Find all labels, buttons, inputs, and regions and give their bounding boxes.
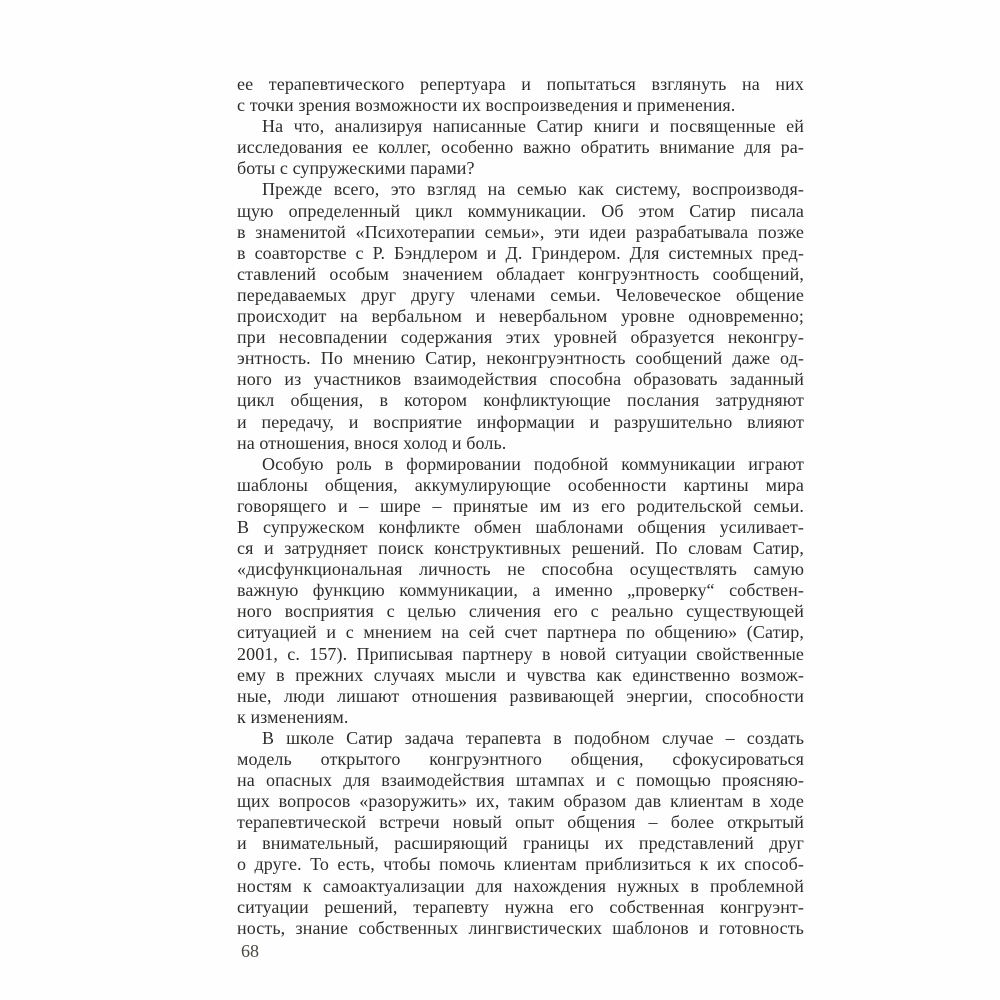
text-line: к изменениям. bbox=[237, 706, 349, 727]
text-line: в соавторстве с Р. Бэндлером и Д. Гриндером. Для системных пред- bbox=[237, 242, 804, 263]
text-line: «дисфункциональная личность не способна осуществлять самую bbox=[237, 559, 804, 580]
text-line: ного из участников взаимодействия способна образовать заданный bbox=[237, 369, 804, 390]
text-line: боты с супружескими парами? bbox=[237, 158, 475, 179]
text-line: модель открытого конгруэнтного общения, сфокусироваться bbox=[237, 749, 804, 769]
text-line: важную функцию коммуникации, а именно „проверку“ собствен- bbox=[237, 580, 804, 601]
text-line: ставлений особым значением обладает конгруэнтность сообщений, bbox=[237, 263, 804, 284]
paragraph bbox=[237, 179, 804, 453]
text-line: о друге. То есть, чтобы помочь клиентам приблизиться к их способ- bbox=[237, 854, 804, 875]
text-line: цикл общения, в котором конфликтующие послания затрудняют bbox=[237, 390, 804, 411]
text-line: терапевтической встречи новый опыт общения – более открытый bbox=[237, 812, 804, 833]
text-line: щую определенный цикл коммуникации. Об этом Сатир писала bbox=[237, 200, 804, 221]
text-line: В школе Сатир задача терапевта в подобном случае – создать bbox=[262, 727, 804, 748]
text-line: ность, знание собственных лингвистических шаблонов и готовность bbox=[237, 917, 804, 938]
text-line: при несовпадении содержания этих уровней образуется неконгру- bbox=[237, 327, 804, 348]
text-line: на отношения, внося холод и боль. bbox=[237, 432, 507, 453]
paragraph bbox=[237, 454, 804, 728]
text-line: ные, люди лишают отношения развивающей энергии, способности bbox=[237, 685, 804, 706]
text-line: Особую роль в формировании подобной коммуникации играют bbox=[262, 453, 804, 474]
text-line: шаблоны общения, аккумулирующие особенности картины мира bbox=[237, 474, 804, 495]
text-line: 2001, с. 157). Приписывая партнеру в новой ситуации свойственные bbox=[237, 643, 804, 664]
text-line: ного восприятия с целью сличения его с реально существующей bbox=[237, 601, 804, 622]
text-line: ему в прежних случаях мысли и чувства как единственно возмож- bbox=[237, 664, 804, 685]
text-line: и передачу, и восприятие информации и разрушительно влияют bbox=[237, 411, 804, 432]
page-number: 68 bbox=[241, 941, 259, 961]
text-line: энтность. По мнению Сатир, неконгруэнтность сообщений даже од- bbox=[237, 348, 804, 369]
paragraph bbox=[237, 116, 804, 179]
text-line: на опасных для взаимодействия штампах и с помощью проясняю- bbox=[237, 770, 804, 791]
text-line: происходит на вербальном и невербальном уровне одновременно; bbox=[237, 306, 804, 327]
text-line: ситуацией и с мнением на сей счет партнера по общению» (Сатир, bbox=[237, 622, 804, 643]
text-line: Прежде всего, это взгляд на семью как систему, воспроизводя- bbox=[262, 179, 804, 200]
text-line: с точки зрения возможности их воспроизведения и применения. bbox=[237, 95, 736, 116]
text-line: в знаменитой «Психотерапии семьи», эти идеи разрабатывала позже bbox=[237, 221, 804, 242]
text-line: говорящего и – шире – принятые им из его родительской семьи. bbox=[237, 495, 804, 516]
paragraph bbox=[237, 74, 804, 116]
text-line: щих вопросов «разоружить» их, таким образом дав клиентам в ходе bbox=[237, 791, 804, 812]
text-line: исследования ее коллег, особенно важно обратить внимание для ра- bbox=[237, 137, 804, 158]
text-line: ся и затрудняет поиск конструктивных решений. По словам Сатир, bbox=[237, 538, 804, 559]
text-line: ее терапевтического репертуара и попытаться взглянуть на них bbox=[237, 74, 804, 94]
paragraph bbox=[237, 728, 804, 939]
text-line: В супружеском конфликте обмен шаблонами общения усиливает- bbox=[237, 516, 804, 537]
text-line: передаваемых друг другу членами семьи. Человеческое общение bbox=[237, 284, 804, 305]
text-line: ситуации решений, терапевту нужна его собственная конгруэнт- bbox=[237, 896, 804, 917]
text-line: ностям к самоактуализации для нахождения нужных в проблемной bbox=[237, 875, 804, 896]
text-line: и внимательный, расширяющий границы их представлений друг bbox=[237, 833, 804, 854]
text-line: На что, анализируя написанные Сатир книги и посвященные ей bbox=[262, 116, 804, 137]
text-block bbox=[237, 74, 804, 939]
